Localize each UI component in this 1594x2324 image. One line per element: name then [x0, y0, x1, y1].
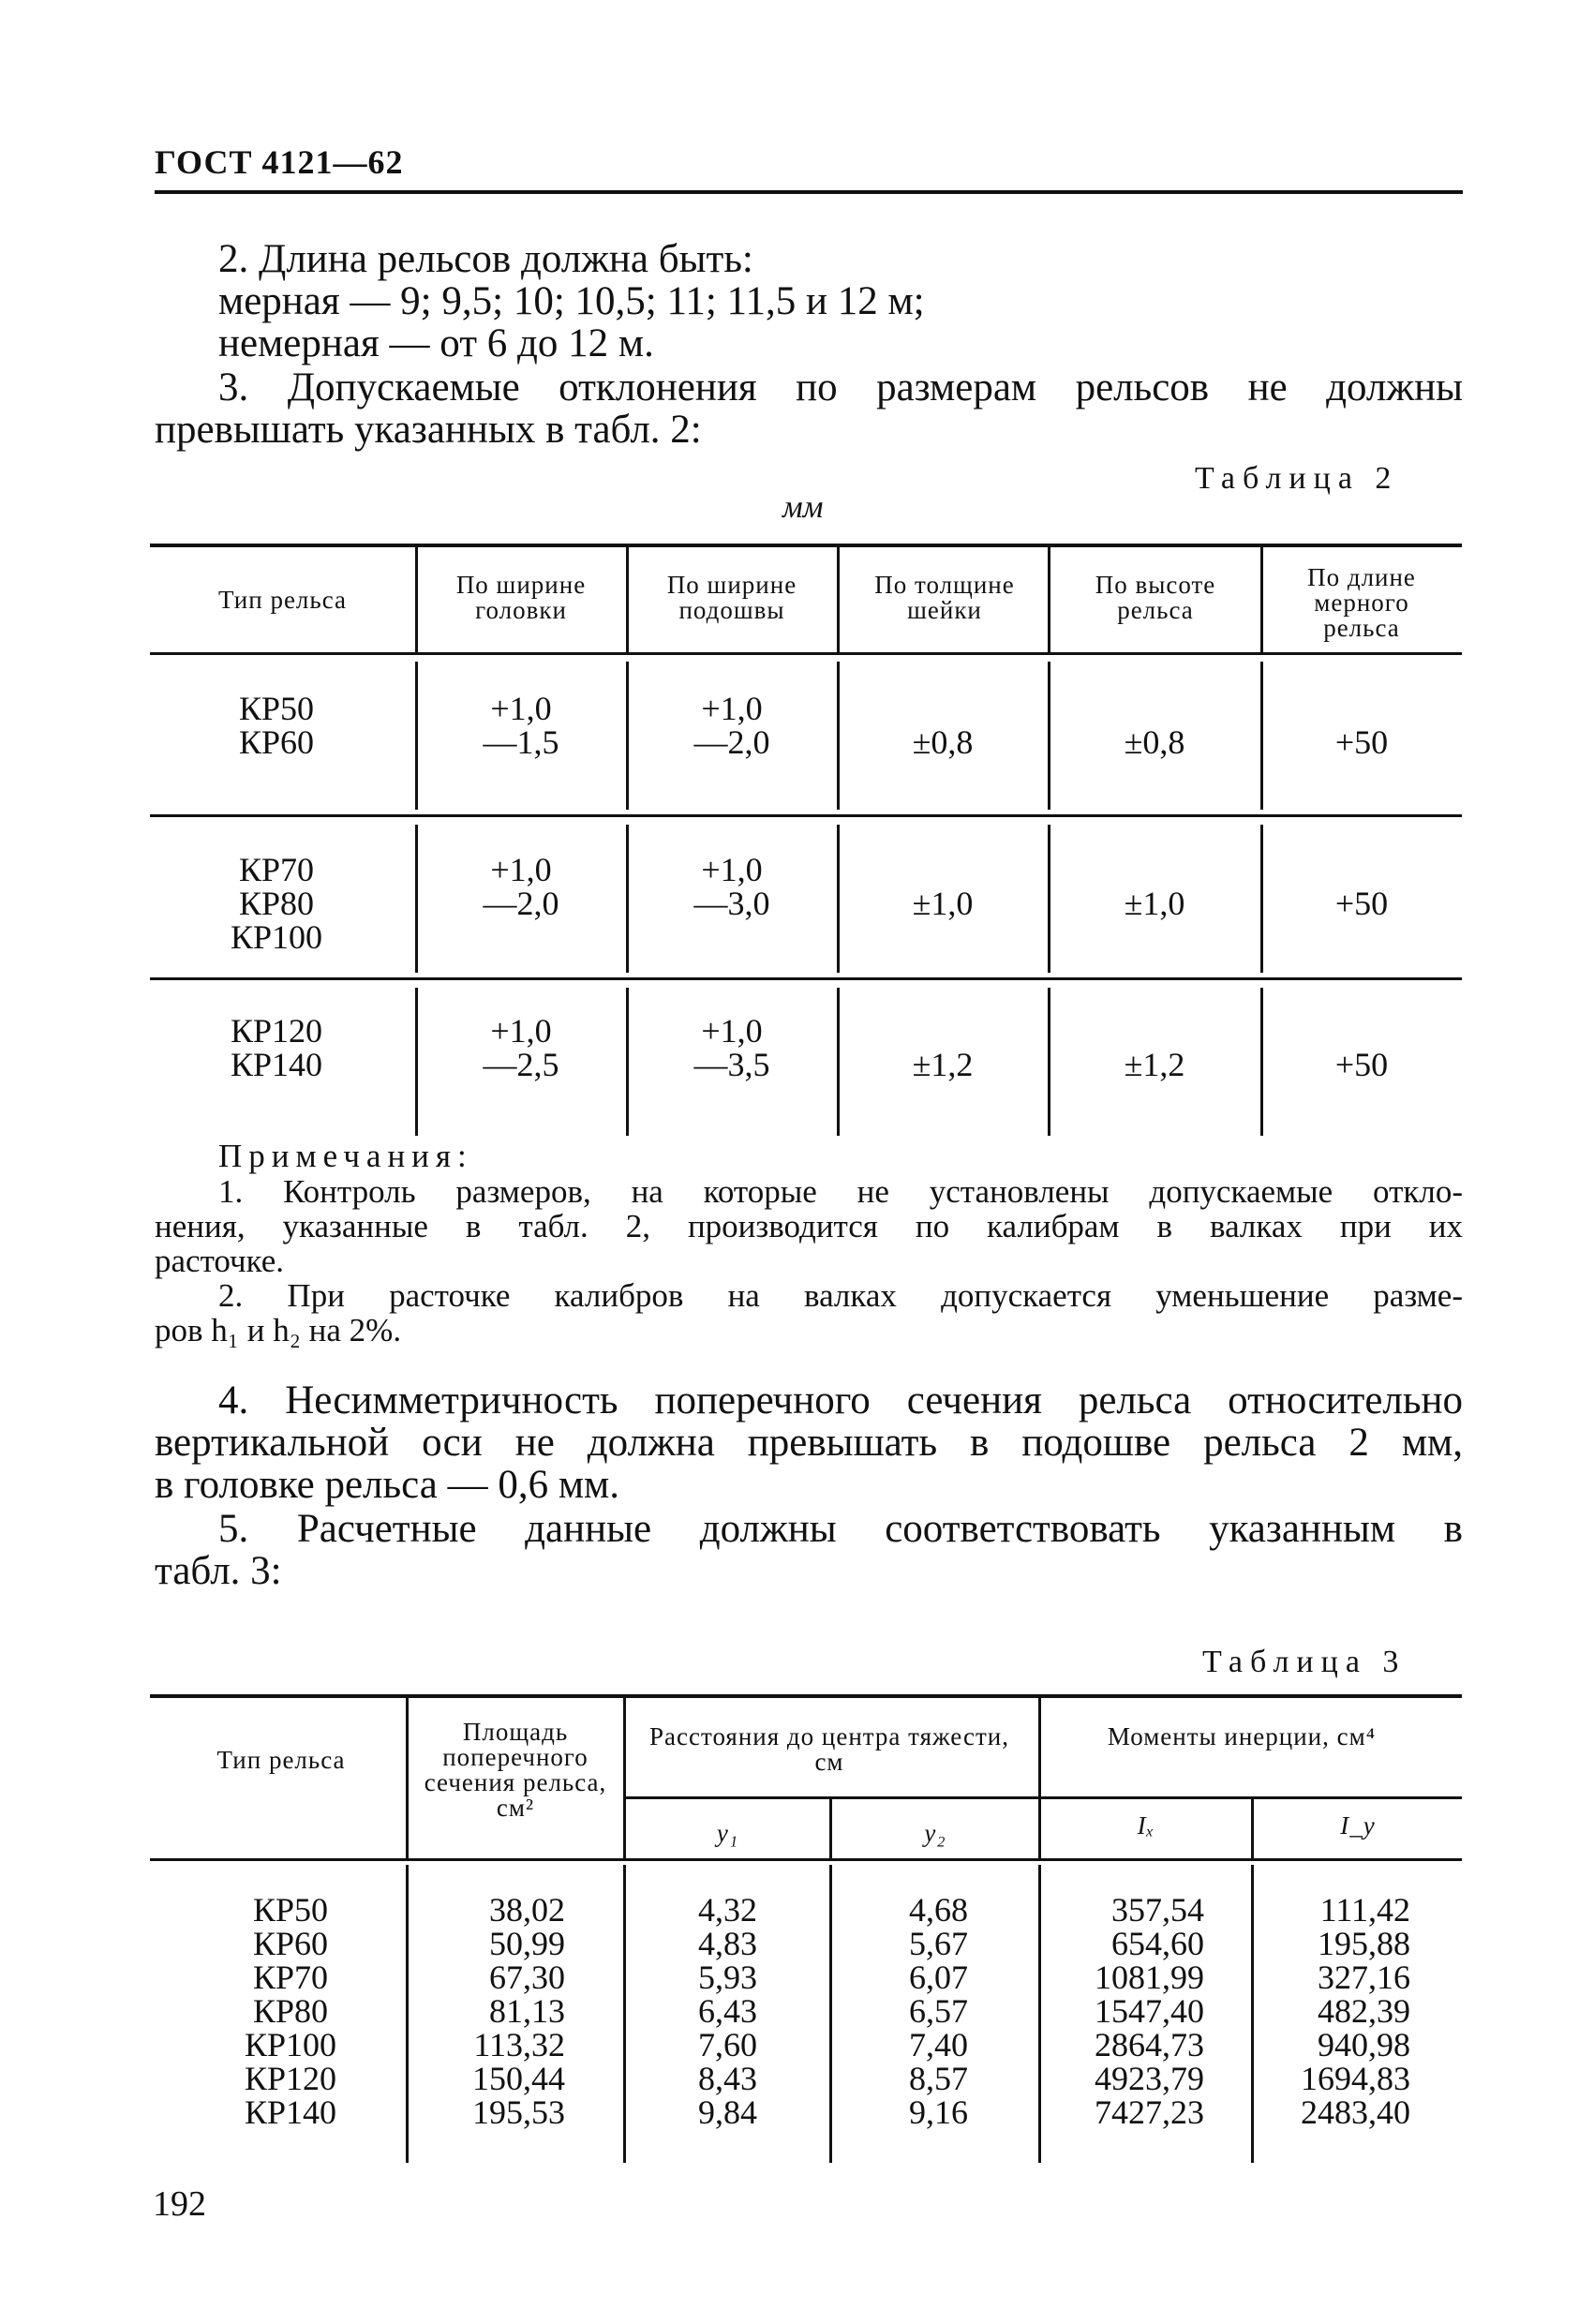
- table-3-cell-ix: 654,60: [1111, 1925, 1204, 1962]
- table-3-cell-type: КР140: [244, 2093, 337, 2131]
- table-3-cell-iy: 482,39: [1318, 1992, 1410, 2030]
- table-2-cell-types: КР70 КР80 КР100: [230, 851, 323, 956]
- table-2-cell-head: +1,0 —1,5: [483, 690, 559, 761]
- paragraph-2-line-1: 2. Длина рельсов должна быть:: [218, 237, 753, 281]
- table-2-cell-head: +1,0 —2,5: [483, 1012, 559, 1083]
- note-1-line-3: расточке.: [155, 1243, 285, 1279]
- table-3-cell-y2: 8,57: [909, 2060, 968, 2097]
- table-3-column-area: [412, 1893, 565, 2129]
- table-2-col-divider: [1260, 662, 1263, 810]
- table-3-cell-ix: 7427,23: [1095, 2093, 1204, 2131]
- table-3-cell-area: 38,02: [489, 1891, 565, 1929]
- paragraph-4-line-1: 4. Несимметричность поперечного сечения рельса относительно: [218, 1378, 1463, 1423]
- table-3-cell-area: 81,13: [489, 1992, 565, 2030]
- table-2-cell-web: ±1,2: [912, 1046, 974, 1083]
- note-2-line-2: ров h₁ и h₂ на 2%.: [155, 1312, 402, 1348]
- paragraph-2-line-2: мерная — 9; 9,5; 10; 10,5; 11; 11,5 и 12 м;: [218, 279, 925, 323]
- table-2-col-divider: [1048, 988, 1050, 1136]
- table-3-cell-y1: 7,60: [698, 2026, 757, 2063]
- table-3-cell-area: 50,99: [489, 1925, 565, 1962]
- table-2-col-divider: [1048, 825, 1050, 973]
- table-3-col-divider: [829, 1865, 832, 2163]
- note-2-line-1: 2. При расточке калибров на валках допускается уменьшение разме-: [218, 1277, 1463, 1314]
- table-2-cell-foot: +1,0 —2,0: [693, 690, 770, 761]
- table-3-column-type: [225, 1893, 356, 2129]
- page-number: 192: [153, 2184, 206, 2224]
- table-2-col-divider: [626, 662, 629, 810]
- table-2-cell-foot: +1,0 —3,0: [693, 851, 770, 922]
- table-2-top-rule: [150, 544, 1462, 547]
- table-2-header-length: По длине мерного рельса: [1307, 563, 1416, 642]
- table-2-col-divider: [415, 662, 418, 810]
- table-3-cell-area: 195,53: [472, 2093, 565, 2131]
- table-2-col-divider: [837, 662, 840, 810]
- table-3-header-type: Тип рельса: [216, 1746, 346, 1774]
- table-3-header-area: Площадь поперечного сечения рельса, см²: [424, 1718, 607, 1822]
- table-2-cell-length: +50: [1334, 1046, 1389, 1083]
- table-3-cell-iy: 195,88: [1318, 1925, 1410, 1962]
- table-3-column-y2: [843, 1893, 968, 2129]
- table-3-header-iy: I_y: [1340, 1811, 1376, 1840]
- table-3-cell-area: 67,30: [489, 1959, 565, 1996]
- table-3-cell-ix: 1081,99: [1095, 1959, 1204, 1996]
- table-3-cell-y1: 4,83: [698, 1925, 757, 1962]
- table-3-cell-iy: 940,98: [1318, 2026, 1410, 2063]
- paragraph-5-line-2: табл. 3:: [155, 1549, 282, 1593]
- table-3-cell-ix: 4923,79: [1095, 2060, 1204, 2097]
- paragraph-4-line-3: в головке рельса — 0,6 мм.: [155, 1463, 619, 1507]
- table-2-cell-web: ±1,0: [912, 885, 974, 922]
- table-2-col-divider: [837, 547, 840, 652]
- table-2-col-divider: [415, 825, 418, 973]
- table-2-header-height: По высоте рельса: [1095, 571, 1216, 624]
- table-3-cell-iy: 1694,83: [1301, 2060, 1410, 2097]
- table-2-cell-height: ±0,8: [1124, 723, 1185, 761]
- table-2-unit: мм: [782, 490, 824, 525]
- paragraph-4-line-2: вертикальной оси не должна превышать в подошве рельса 2 мм,: [155, 1421, 1463, 1465]
- table-2-row-rule: [150, 814, 1462, 817]
- table-3-header-rule: [150, 1858, 1462, 1861]
- table-3-cell-y2: 5,67: [909, 1925, 968, 1962]
- table-2-cell-foot: +1,0 —3,5: [693, 1012, 770, 1083]
- paragraph-5-line-1: 5. Расчетные данные должны соответствовать указанным в: [218, 1507, 1463, 1551]
- table-3-cell-y1: 5,93: [698, 1959, 757, 1996]
- table-3-cell-y1: 4,32: [698, 1891, 757, 1929]
- table-2-col-divider: [415, 547, 418, 652]
- table-3-cell-type: КР50: [252, 1891, 329, 1929]
- table-3-column-y1: [647, 1893, 757, 2129]
- table-2-cell-length: +50: [1334, 885, 1389, 922]
- table-3-cell-y2: 4,68: [909, 1891, 968, 1929]
- table-3-cell-ix: 357,54: [1111, 1891, 1204, 1929]
- table-2-cell-height: ±1,0: [1124, 885, 1185, 922]
- note-1-line-2: нения, указанные в табл. 2, производится по калибрам в валках при их: [155, 1208, 1463, 1244]
- table-2-col-divider: [1260, 547, 1263, 652]
- table-2-cell-web: ±0,8: [912, 723, 974, 761]
- table-3-caption: Таблица 3: [1202, 1645, 1407, 1679]
- table-3-header-inertia: Моменты инерции, см⁴: [1107, 1722, 1377, 1750]
- table-3-col-divider: [406, 1865, 409, 2163]
- table-2-header-head-width: По ширине головки: [455, 571, 587, 624]
- table-3-cell-y1: 9,84: [698, 2093, 757, 2131]
- table-3-col-divider: [1251, 1865, 1254, 2163]
- table-2-row-rule: [150, 977, 1462, 980]
- table-2-col-divider: [1260, 825, 1263, 973]
- table-2-cell-length: +50: [1334, 723, 1389, 761]
- header-rule: [155, 190, 1463, 194]
- table-3-top-rule: [150, 1694, 1462, 1698]
- table-2-header-web-thickness: По толщине шейки: [874, 571, 1015, 624]
- table-2-header-type: Тип рельса: [217, 586, 348, 614]
- table-2-caption: Таблица 2: [1195, 461, 1399, 496]
- note-1-line-1: 1. Контроль размеров, на которые не установлены допускаемые откло-: [218, 1173, 1463, 1210]
- table-2-col-divider: [626, 547, 629, 652]
- table-3-col-divider: [1038, 1865, 1041, 2163]
- table-3-cell-type: КР80: [252, 1992, 329, 2030]
- table-3-cell-ix: 1547,40: [1095, 1992, 1204, 2030]
- table-3-header-y1: y₁: [716, 1819, 739, 1847]
- table-2-cell-types: КР120 КР140: [230, 1012, 323, 1083]
- table-2-header-foot-width: По ширине подошвы: [666, 571, 797, 624]
- table-2-col-divider: [1048, 662, 1050, 810]
- table-3-cell-type: КР100: [244, 2026, 337, 2063]
- paragraph-3-line-1: 3. Допускаемые отклонения по размерам рельсов не должны: [218, 365, 1463, 410]
- table-2-header-rule: [150, 652, 1462, 655]
- table-2-col-divider: [626, 825, 629, 973]
- table-3-cell-y1: 8,43: [698, 2060, 757, 2097]
- table-2-col-divider: [415, 988, 418, 1136]
- paragraph-2-line-3: немерная — от 6 до 12 м.: [218, 321, 654, 365]
- table-3-cell-area: 113,32: [473, 2026, 565, 2063]
- table-3-cell-iy: 111,42: [1319, 1891, 1410, 1929]
- table-3-cell-y2: 9,16: [909, 2093, 968, 2131]
- table-3-header-y2: y₂: [924, 1819, 946, 1847]
- table-3-cell-y1: 6,43: [698, 1992, 757, 2030]
- notes-title: Примечания:: [218, 1138, 473, 1174]
- table-2-cell-head: +1,0 —2,0: [483, 851, 559, 922]
- table-3-column-ix: [1045, 1893, 1204, 2129]
- table-2-cell-types: КР50 КР60: [238, 690, 315, 761]
- table-3-header-distance: Расстояния до центра тяжести, см: [649, 1722, 1009, 1776]
- table-3-column-iy: [1256, 1893, 1410, 2129]
- table-3-col-divider: [623, 1865, 626, 2163]
- table-2-col-divider: [1260, 988, 1263, 1136]
- table-3-cell-y2: 6,07: [909, 1959, 968, 1996]
- table-3-cell-type: КР60: [252, 1925, 329, 1962]
- table-3-cell-area: 150,44: [472, 2060, 565, 2097]
- table-2-cell-height: ±1,2: [1124, 1046, 1185, 1083]
- table-3-cell-iy: 327,16: [1318, 1959, 1410, 1996]
- table-3-cell-type: КР70: [252, 1959, 329, 1996]
- table-3-cell-type: КР120: [244, 2060, 337, 2097]
- table-3-cell-ix: 2864,73: [1095, 2026, 1204, 2063]
- paragraph-3-line-2: превышать указанных в табл. 2:: [155, 408, 702, 452]
- table-3-cell-iy: 2483,40: [1301, 2093, 1410, 2131]
- table-3-cell-y2: 7,40: [909, 2026, 968, 2063]
- document-id: ГОСТ 4121—62: [155, 143, 404, 181]
- table-3-col-divider: [406, 1698, 409, 1858]
- table-2-col-divider: [837, 988, 840, 1136]
- table-2-col-divider: [626, 988, 629, 1136]
- table-3-cell-y2: 6,57: [909, 1992, 968, 2030]
- table-3-header-ix: Iₓ: [1137, 1811, 1155, 1840]
- table-2-col-divider: [837, 825, 840, 973]
- table-3-subheader-rule: [626, 1796, 1462, 1799]
- table-2-col-divider: [1048, 547, 1050, 652]
